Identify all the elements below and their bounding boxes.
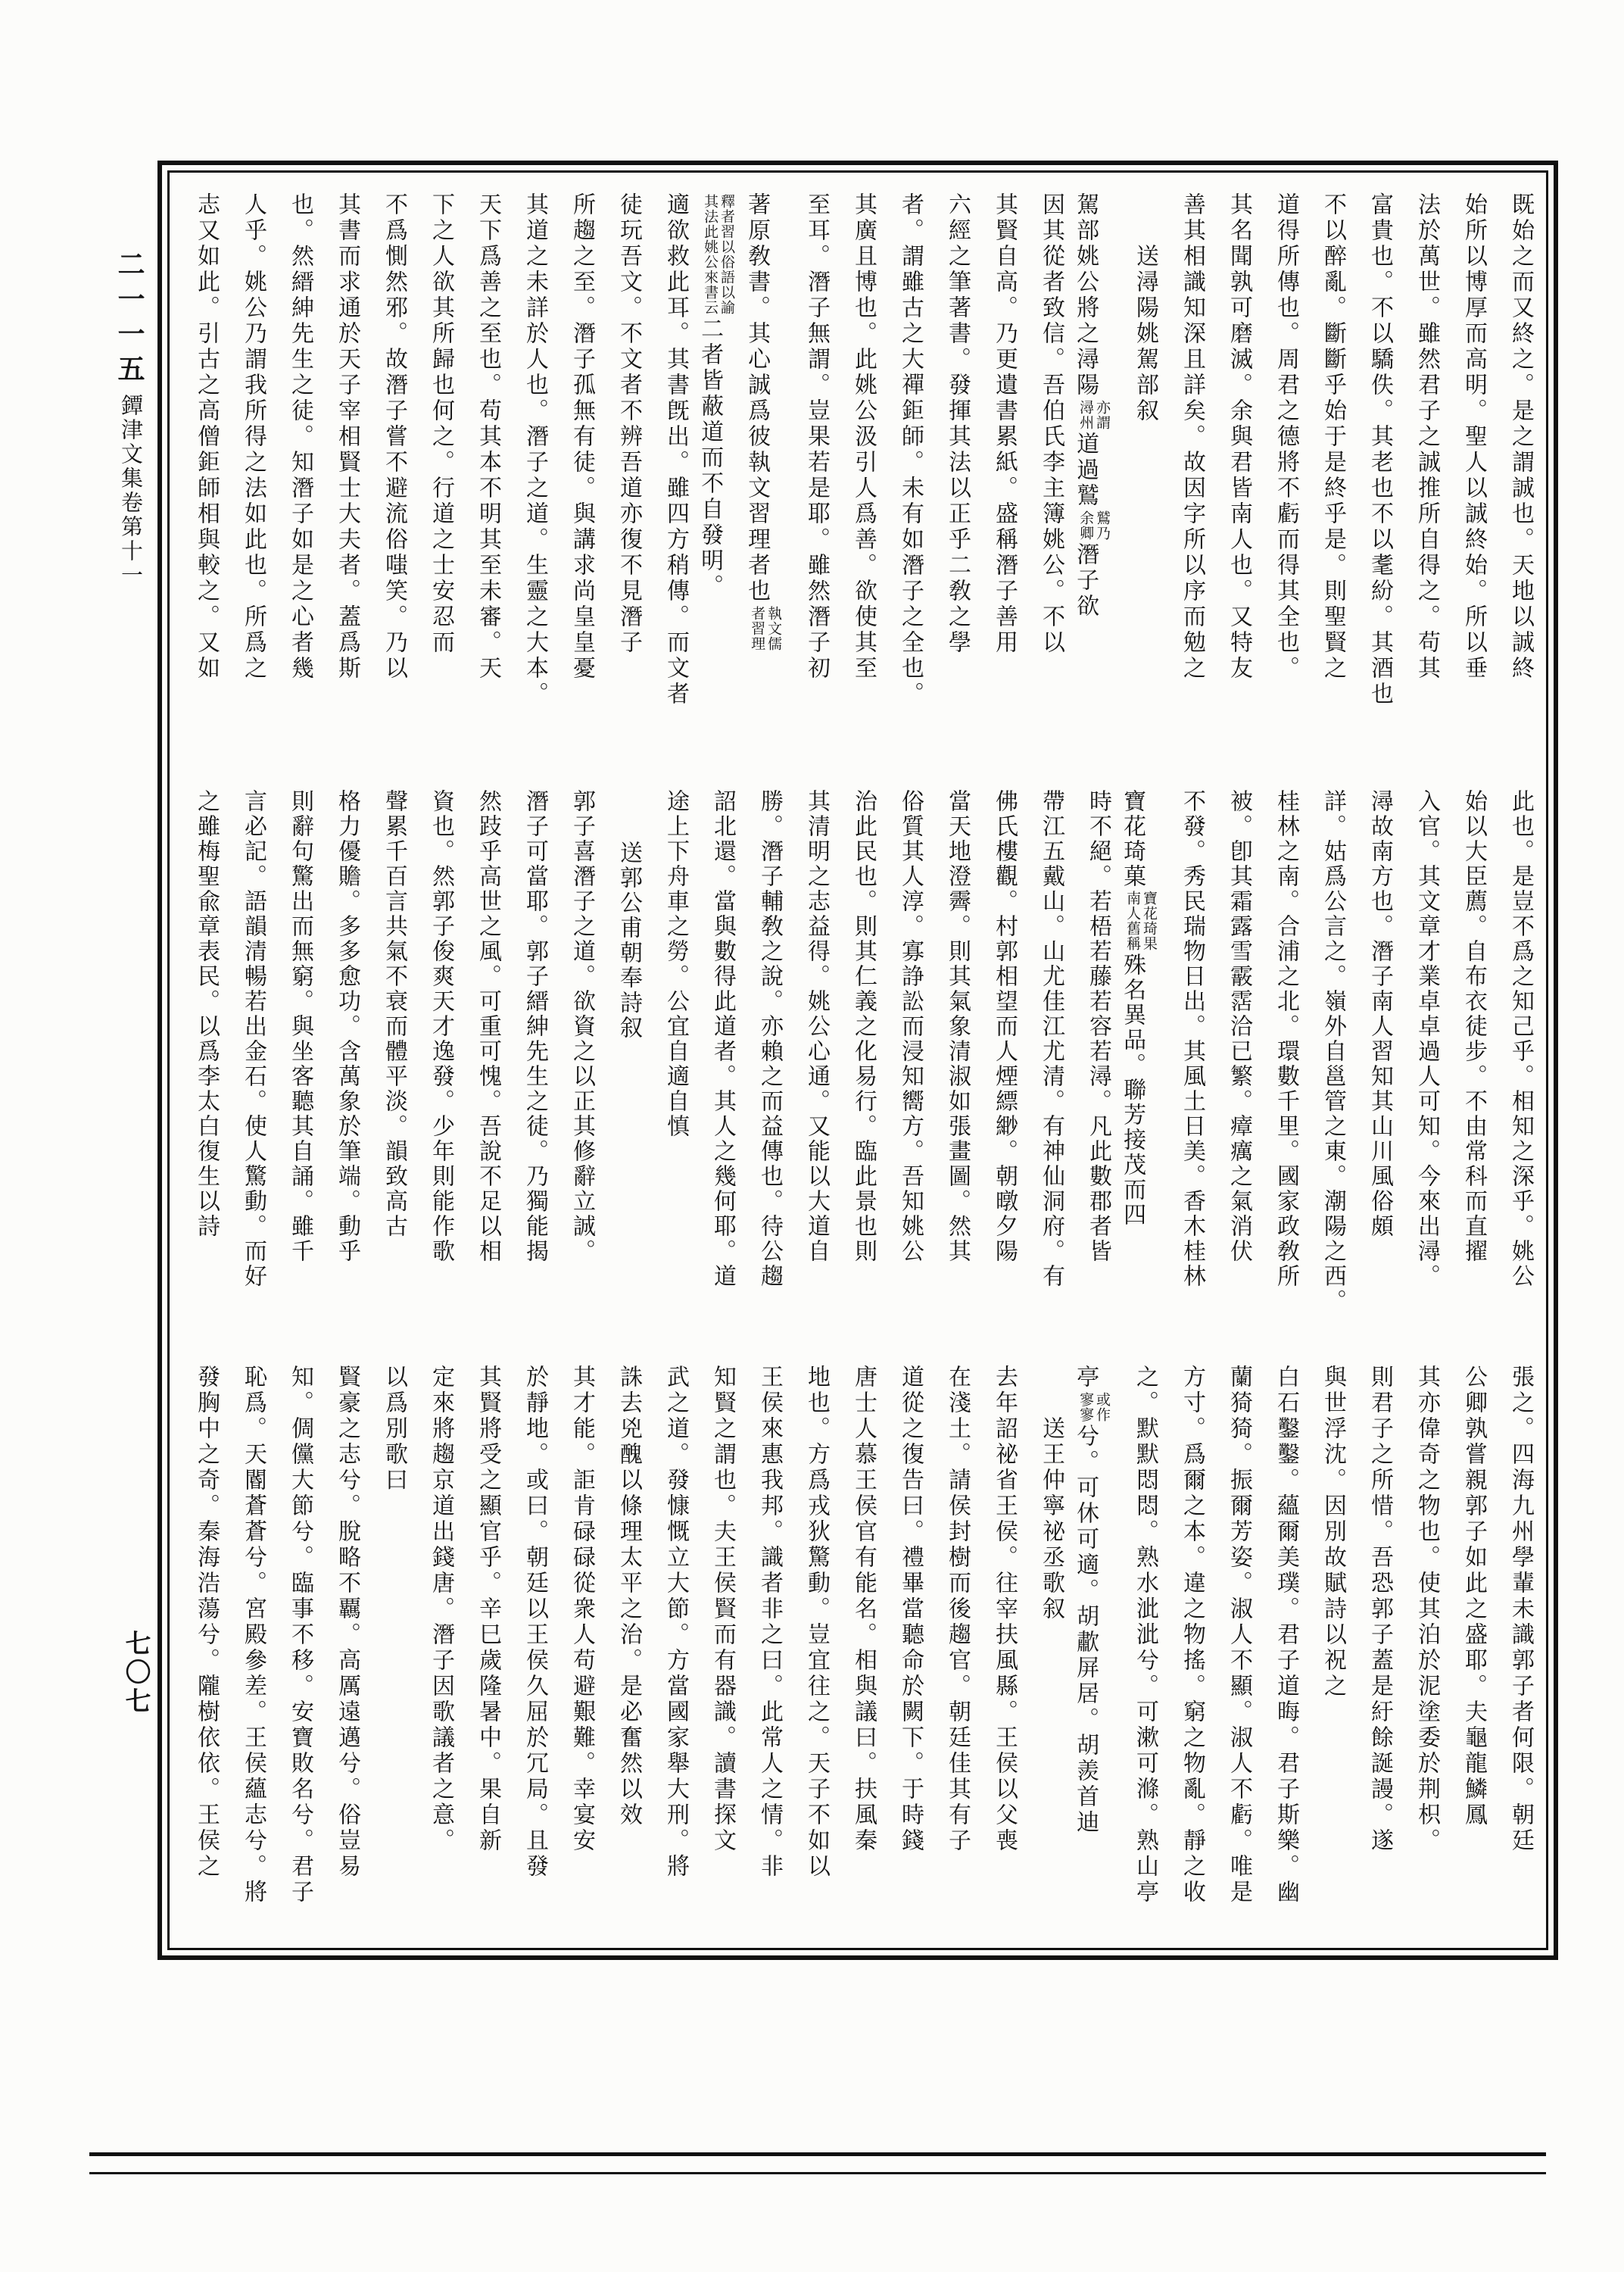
text-column: 善其相識知深且詳矣。故因字所以序而勉之 [1180,192,1205,682]
text-column: 其賢自高。乃更遺書累紙。盛稱潛子善用 [992,192,1017,656]
text-column: 蘭猗猗。振爾芳姿。淑人不顯。淑人不虧。唯是 [1227,1365,1252,1905]
interlinear-note: 釋者習以俗語以諭 其法此姚公來書云 [702,194,734,315]
text-column: 其才能。詎肯碌碌從衆人苟避艱難。幸宴安 [569,1365,594,1854]
text-column: 送王仲寧祕丞歌叙 [1039,1416,1064,1622]
text-column: 其書而求通於天子宰相賢士大夫者。蓋爲斯 [335,192,360,682]
text-column: 詔北還。當與數得此道者。其人之幾何耶。道 [710,789,735,1289]
text-column: 帶江五戴山。山尤佳江尤清。有神仙洞府。有 [1039,789,1064,1289]
text-column: 去年詔祕省王侯。往宰扶風縣。王侯以父喪 [992,1365,1017,1854]
text-column: 張之。四海九州學輩未識郭子者何限。朝廷 [1508,1365,1533,1854]
text-column: 誅去兇醜以條理太平之治。是必奮然以效 [616,1365,641,1828]
text-column: 此也。是豈不爲之知己乎。相知之深乎。姚公 [1508,789,1533,1289]
text-column: 格力優贍。多多愈功。含萬象於筆端。動乎 [335,789,360,1264]
text-column: 志又如此。引古之高僧鉅師相與較之。又如 [194,192,219,682]
text-column: 其賢將受之顯官乎。辛巳歲隆暑中。果自新 [475,1365,500,1854]
text-column: 聲累千百言共氣不衰而體平淡。韻致高古 [382,789,407,1239]
text-column: 唐士人慕王侯官有能名。相與議曰。扶風秦 [851,1365,876,1854]
text-column: 因其從者致信。吾伯氏李主簿姚公。不以 [1039,192,1064,656]
text-column: 於靜地。或曰。朝廷以王侯久屈於冗局。且發 [522,1365,547,1880]
text-column: 所趨之至。潛子孤無有徒。與講求尚皇皇憂 [569,192,594,682]
text-column: 知。倜儻大節兮。臨事不移。安寶敗名兮。君子 [288,1365,313,1905]
text-column: 然跂乎高世之風。可重可愧。吾說不足以相 [475,789,500,1264]
margin-volume-number: 二一一五 [114,250,145,389]
text-column: 其清明之志益得。姚公心通。又能以大道自 [804,789,829,1264]
text-column: 白石鑿鑿。蘊爾美璞。君子道晦。君子斯樂。幽 [1273,1365,1298,1905]
register-top [179,192,1543,768]
text-column: 道從之復告曰。禮畢當聽命於闕下。于時錢 [898,1365,923,1854]
text-column: 俗質其人淳。寡諍訟而浸知嚮方。吾知姚公 [898,789,923,1264]
text-column: 公卿孰嘗親郭子如此之盛耶。夫龜龍鱗鳳 [1461,1365,1486,1828]
text-column: 則辭句驚出而無窮。與坐客聽其自誦。雖千 [288,789,313,1264]
text-column: 佛氏樓觀。村郭相望而人煙縹緲。朝暾夕陽 [992,789,1017,1264]
text-column: 富貴也。不以驕佚。其老也不以耄紛。其酒也 [1367,192,1392,707]
text-column: 徒玩吾文。不文者不辨吾道亦復不見潛子 [616,192,641,656]
text-column: 潯故南方也。潛子南人習知其山川風俗頗 [1367,789,1392,1239]
margin-book-title: 鐔津文集卷第十一 [118,394,142,588]
text-column: 王侯來惠我邦。識者非之曰。此常人之情。非 [757,1365,782,1880]
text-column: 道得所傳也。周君之德將不虧而得其全也。 [1273,192,1298,682]
text-column: 其名聞孰可磨滅。余與君皆南人也。又特友 [1227,192,1252,682]
text-column: 時不絕。若梧若藤若容若潯。凡此數郡者皆 [1086,789,1111,1264]
text-column: 治此民也。則其仁義之化易行。臨此景也則 [851,789,876,1264]
text-column: 資也。然郭子俊爽天才逸發。少年則能作歌 [429,789,454,1264]
text-column: 之雖梅聖兪章表民。以爲李太白復生以詩 [194,789,219,1239]
text-column: 駕部姚公將之潯陽 亦謂 潯州 道過鷲 鷲乃 余卿 潛子欲 [1073,192,1110,619]
bottom-rule-thin [89,2172,1546,2174]
bottom-rule-thick [89,2152,1546,2156]
register-middle [179,789,1543,1347]
text-column: 恥爲。天閽蒼蒼兮。宮殿參差。王侯蘊志兮。將 [241,1365,266,1905]
register-bottom [179,1365,1543,1937]
text-column: 始以大臣薦。自布衣徒步。不由常科而直擢 [1461,789,1486,1264]
text-column: 勝。潛子輔敎之說。亦賴之而益傳也。待公趨 [757,789,782,1289]
text-column: 下之人欲其所歸也何之。行道之士安忍而 [429,192,454,656]
text-column: 發胸中之奇。秦海浩蕩兮。隴樹依依。王侯之 [194,1365,219,1880]
text-column: 其道之未詳於人也。潛子之道。生靈之大本。 [522,192,547,707]
text-column: 釋者習以俗語以諭 其法此姚公來書云 二者皆蔽道而不自發明。 [697,194,734,600]
text-column: 知賢之謂也。夫王侯賢而有器識。讀書探文 [710,1365,735,1854]
text-column: 不爲惻然邪。故潛子嘗不避流俗嗤笑。乃以 [382,192,407,682]
text-column: 言必記。語韻清暢若出金石。使人驚動。而好 [241,789,266,1289]
text-column: 送郭公甫朝奉詩叙 [616,841,641,1041]
text-column: 人乎。姚公乃謂我所得之法如此也。所爲之 [241,192,266,682]
text-column: 武之道。發慷慨立大節。方當國家舉大刑。將 [663,1365,688,1880]
text-column: 在淺土。請侯封樹而後趨官。朝廷佳其有子 [945,1365,970,1854]
text-column: 與世浮沈。因別故賦詩以祝之 [1320,1365,1345,1699]
text-column: 也。然縉紳先生之徒。知潛子如是之心者幾 [288,192,313,682]
text-column: 潛子可當耶。郭子縉紳先生之徒。乃獨能揭 [522,789,547,1264]
margin-page-number: 七〇七 [121,1630,149,1716]
text-column: 地也。方爲戎狄驚動。豈宜往之。天子不如以 [804,1365,829,1880]
text-column: 入官。其文章才業卓卓過人可知。今來出潯。 [1414,789,1439,1289]
text-column: 至耳。潛子無謂。豈果若是耶。雖然潛子初 [804,192,829,682]
text-column: 郭子喜潛子之道。欲資之以正其修辭立誠。 [569,789,594,1264]
text-column: 天下爲善之至也。苟其本不明其至未審。天 [475,192,500,682]
text-column: 則君子之所惜。吾恐郭子蓋是紆餘誕謾。遂 [1367,1365,1392,1854]
text-column: 方寸。爲爾之本。違之物搖。窮之物亂。靜之收 [1180,1365,1205,1905]
interlinear-note: 或作 寥寥 [1077,1392,1110,1422]
text-column: 寶花琦菓 寶花琦果 南人舊稱 殊名異品。聯芳接茂而四 [1120,789,1157,1228]
text-column: 者。謂雖古之大禪鉅師。未有如潛子之全也。 [898,192,923,707]
text-column: 被。卽其霜露雪霰霑洽已繁。瘴癘之氣消伏 [1227,789,1252,1264]
text-column: 著原敎書。其心誠爲彼執文習理者也 執文儒 者習理 [744,192,781,651]
text-column: 詳。姑爲公言之。嶺外自邕管之東。潮陽之西。 [1320,789,1345,1314]
text-column: 始所以博厚而高明。聖人以誠終始。所以垂 [1461,192,1486,682]
text-column: 桂林之南。合浦之北。環數千里。國家政敎所 [1273,789,1298,1289]
text-column: 亭 或作 寥寥 兮。可休可適。胡歗屏居。胡羨首迪 [1073,1365,1110,1836]
interlinear-note: 寶花琦果 南人舊稱 [1124,891,1157,951]
text-column: 不以醉亂。斷斷乎始于是終乎是。則聖賢之 [1320,192,1345,682]
text-column: 法於萬世。雖然君子之誠推所自得之。苟其 [1414,192,1439,682]
text-column: 之。默默悶悶。熟水泚泚兮。可漱可滌。熟山亭 [1133,1365,1158,1905]
interlinear-note: 亦謂 潯州 [1077,400,1110,430]
interlinear-note: 執文儒 者習理 [749,606,781,651]
text-column: 途上下舟車之勞。公宜自適自慎 [663,789,688,1139]
text-column: 六經之筆著書。發揮其法以正乎二敎之學 [945,192,970,656]
text-column: 適欲救此耳。其書旣出。雖四方稍傳。而文者 [663,192,688,707]
text-column: 不發。秀民瑞物日出。其風土日美。香木桂林 [1180,789,1205,1289]
text-column: 送潯陽姚駕部叙 [1133,244,1158,424]
text-column: 既始之而又終之。是之謂誠也。天地以誠終 [1508,192,1533,682]
text-column: 賢豪之志兮。脫略不覊。高厲遠邁兮。俗豈易 [335,1365,360,1880]
text-column: 其廣且博也。此姚公汲引人爲善。欲使其至 [851,192,876,682]
text-column: 其亦偉奇之物也。使其泊於泥塗委於荆枳。 [1414,1365,1439,1854]
interlinear-note: 鷲乃 余卿 [1077,510,1110,541]
text-column: 當天地澄霽。則其氣象清淑如張畫圖。然其 [945,789,970,1264]
text-column: 定來將趨京道出錢唐。潛子因歌議者之意。 [429,1365,454,1854]
text-column: 以爲別歌曰 [382,1365,407,1493]
